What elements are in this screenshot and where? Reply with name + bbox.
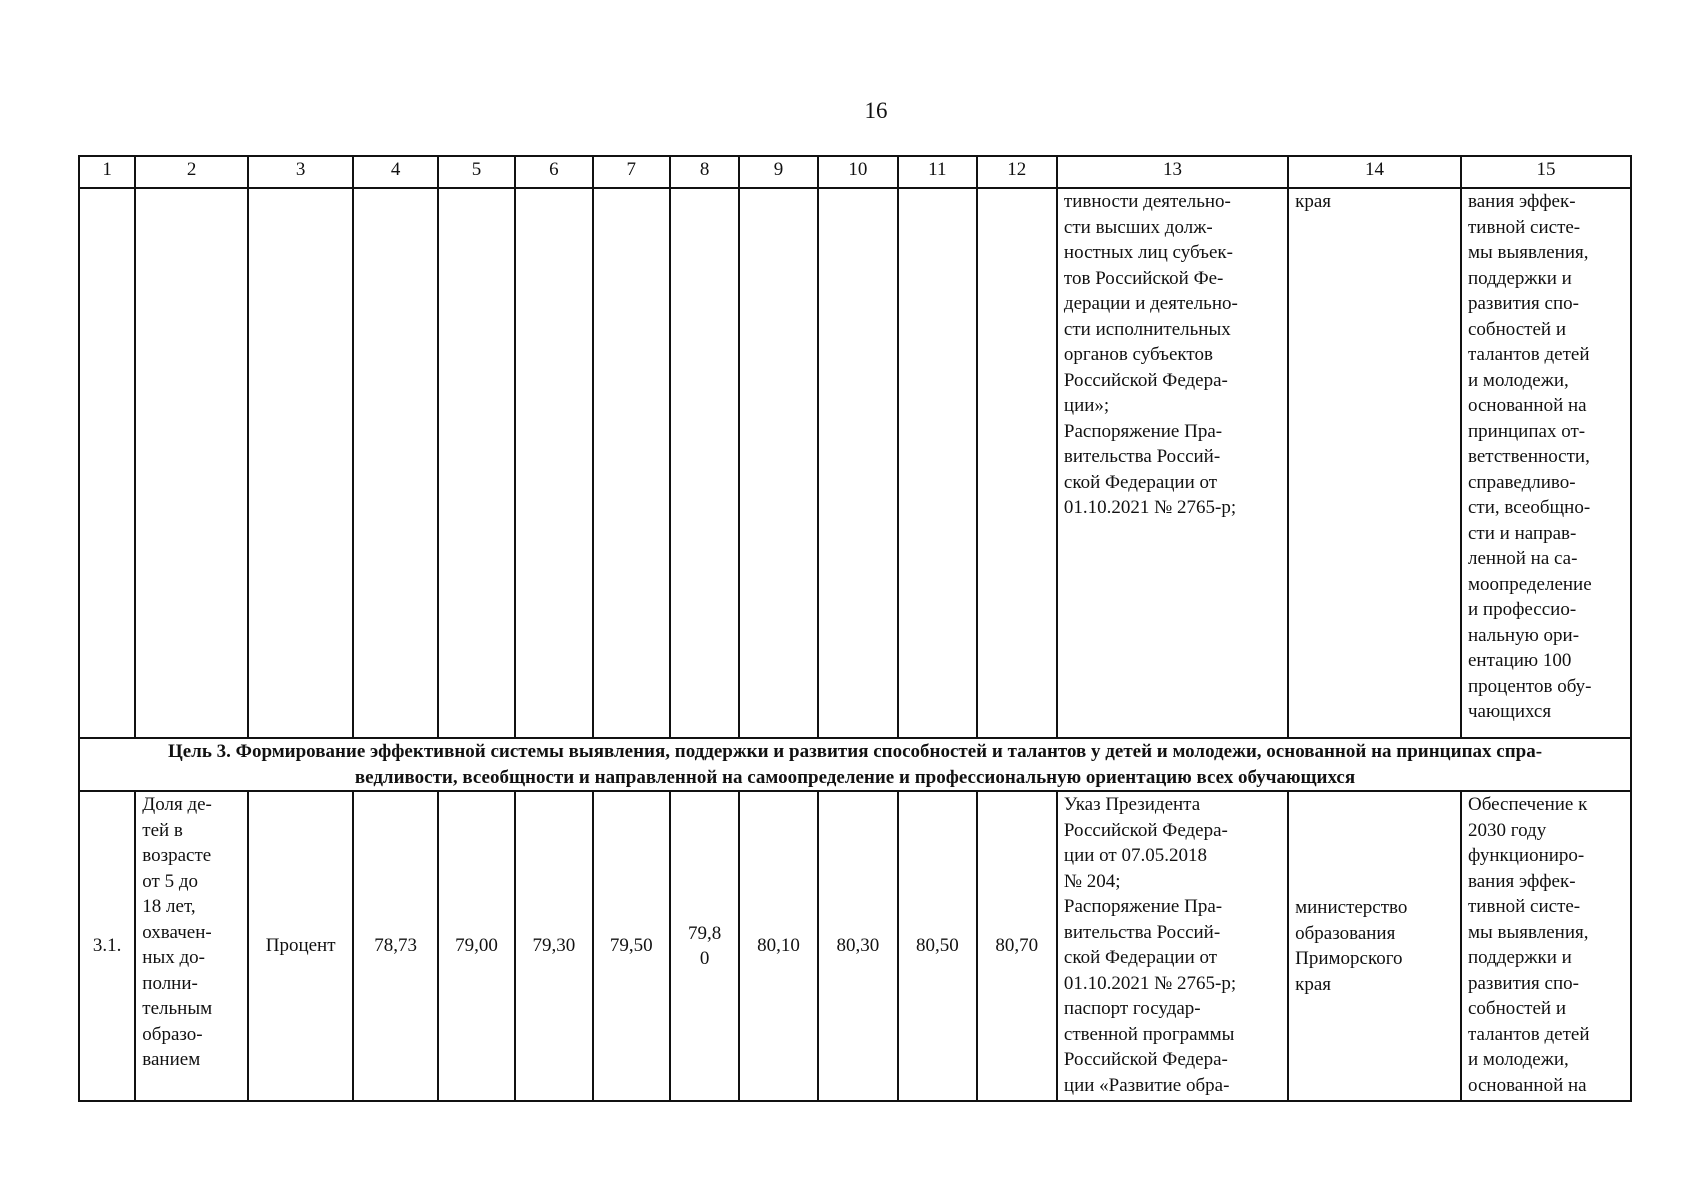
indicators-table — [78, 155, 1632, 1102]
empty-cell — [248, 188, 354, 738]
indicator-value: 79,00 — [438, 791, 515, 1101]
column-number: 10 — [818, 156, 898, 188]
legal-basis-cell: тивности деятельно- сти высших долж- ностных лиц субъек- тов Российской Фе- дерации и деятельно- сти исполнительных органов субъектов Российской Федера- ции»; Распоряжение Пра- вительства Россий- ской Федерации от 01.10.2021 № 2765-р; — [1057, 188, 1288, 738]
indicator-name: Доля де- тей в возрасте от 5 до 18 лет, охвачен- ных до- полни- тельным образо- ванием — [135, 791, 248, 1101]
column-number: 4 — [353, 156, 437, 188]
indicator-value: 80,70 — [977, 791, 1057, 1101]
indicator-number: 3.1. — [79, 791, 135, 1101]
column-number-row — [79, 156, 1631, 188]
empty-cell — [515, 188, 592, 738]
column-number: 2 — [135, 156, 248, 188]
goal-row — [79, 738, 1631, 791]
column-number: 14 — [1288, 156, 1461, 188]
empty-cell — [818, 188, 898, 738]
empty-cell — [438, 188, 515, 738]
indicator-value: 79,8 0 — [670, 791, 739, 1101]
legal-basis-cell: Указ Президента Российской Федера- ции от 07.05.2018 № 204; Распоряжение Пра- вительства Россий- ской Федерации от 01.10.2021 № 2765-р; паспорт государ- ственной программы Российской Федера- ции «Развитие обра- — [1057, 791, 1288, 1101]
indicator-value: 79,50 — [593, 791, 670, 1101]
indicator-value: 80,10 — [739, 791, 817, 1101]
indicator-value: 79,30 — [515, 791, 592, 1101]
result-cell: вания эффек- тивной систе- мы выявления, поддержки и развития спо- собностей и талантов детей и молодежи, основанной на принципах от- ветственности, справедливо- сти, всеобщно- сти и направ- ленной на са- моопределение и профессио- нальную ори- ентацию 100 процентов обу- чающихся — [1461, 188, 1631, 738]
result-cell: Обеспечение к 2030 году функциониро- вания эффек- тивной систе- мы выявления, поддержки и развития спо- собностей и талантов детей и молодежи, основанной на — [1461, 791, 1631, 1101]
column-number: 5 — [438, 156, 515, 188]
empty-cell — [353, 188, 437, 738]
column-number: 8 — [670, 156, 739, 188]
column-number: 7 — [593, 156, 670, 188]
empty-cell — [135, 188, 248, 738]
indicator-value: 80,50 — [898, 791, 976, 1101]
column-number: 9 — [739, 156, 817, 188]
empty-cell — [739, 188, 817, 738]
empty-cell — [593, 188, 670, 738]
indicator-row — [79, 791, 1631, 1101]
column-number: 12 — [977, 156, 1057, 188]
column-number: 1 — [79, 156, 135, 188]
goal-heading: Цель 3. Формирование эффективной системы выявления, поддержки и развития способностей и талантов у детей и молодежи, основанной на принципах спра- ведливости, всеобщности и направленной на самоопределение и профессиональную ориентацию всех обучающихся — [79, 738, 1631, 791]
page-number: 16 — [864, 98, 888, 123]
empty-cell — [670, 188, 739, 738]
empty-cell — [898, 188, 976, 738]
continuation-row — [79, 188, 1631, 738]
responsible-cell: министерство образования Приморского края — [1288, 791, 1461, 1101]
responsible-cell: края — [1288, 188, 1461, 738]
column-number: 15 — [1461, 156, 1631, 188]
column-number: 11 — [898, 156, 976, 188]
column-number: 3 — [248, 156, 354, 188]
indicator-unit: Процент — [248, 791, 354, 1101]
indicator-value: 80,30 — [818, 791, 898, 1101]
column-number: 6 — [515, 156, 592, 188]
indicator-value: 78,73 — [353, 791, 437, 1101]
empty-cell — [79, 188, 135, 738]
column-number: 13 — [1057, 156, 1288, 188]
empty-cell — [977, 188, 1057, 738]
